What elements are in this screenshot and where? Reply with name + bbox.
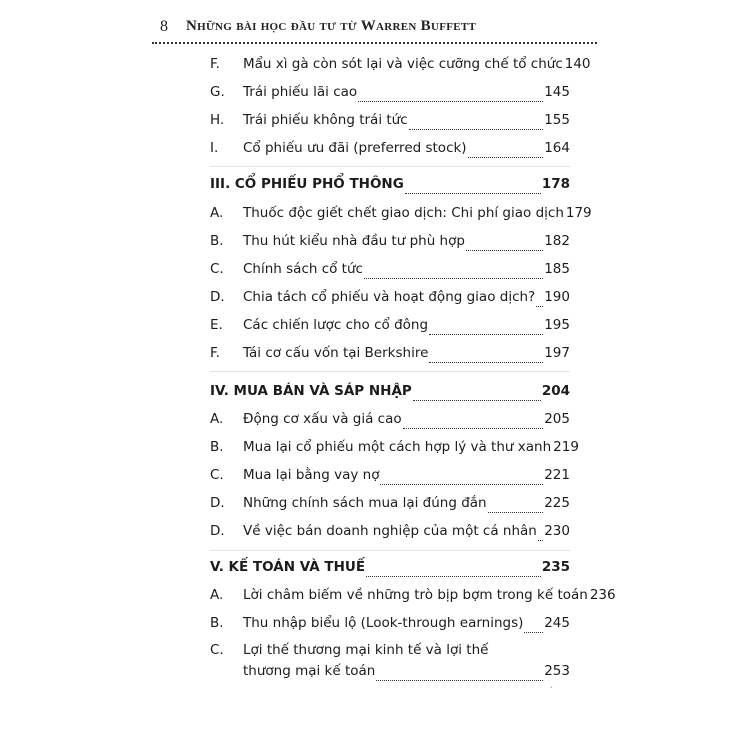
toc-entry-page: 185 [544, 261, 570, 277]
toc-entry [210, 140, 570, 162]
toc-entry-label: B. [210, 233, 224, 249]
toc-entry-title: Chính sách cổ tức [243, 261, 363, 277]
toc-section-title: V. KẾ TOÁN VÀ THUẾ [210, 559, 366, 575]
toc-leader-dots [366, 576, 541, 577]
toc-leader-dots [409, 129, 544, 130]
toc-leader-dots [380, 484, 543, 485]
toc-entry-title: thương mại kế toán [243, 663, 376, 679]
toc-leader-dots [524, 632, 543, 633]
toc-entry [210, 56, 591, 78]
toc-entry-page: 235 [541, 559, 570, 575]
toc-entry-page: 182 [544, 233, 570, 249]
toc-entry [210, 523, 570, 545]
toc-entry [210, 317, 570, 339]
toc-entry-page: 190 [544, 289, 570, 305]
toc-entry [210, 587, 616, 609]
toc-entry-label: E. [210, 317, 223, 333]
toc-entry-label: B. [210, 439, 224, 455]
toc-section-heading [210, 176, 570, 198]
header-book-title: Những bài học đầu tư từ Warren Buffett [186, 18, 477, 34]
toc-entry [210, 205, 592, 227]
toc-entry [210, 261, 570, 283]
toc-leader-dots [536, 306, 543, 307]
toc-entry-label: B. [210, 615, 224, 631]
toc-entry [210, 84, 570, 106]
toc-entry [210, 467, 570, 489]
toc-entry-title: Động cơ xấu và giá cao [243, 411, 402, 427]
toc-entry-page: 230 [544, 523, 570, 539]
toc-entry-title: Những chính sách mua lại đúng đắn [243, 495, 487, 511]
toc-entry-title: Các chiến lược cho cổ đông [243, 317, 429, 333]
header-page-number: 8 [160, 18, 168, 35]
toc-entry [210, 642, 570, 664]
toc-entry-title: Mua lại cổ phiếu một cách hợp lý và thư xanh [243, 439, 552, 455]
toc-entry-title: Về việc bán doanh nghiệp của một cá nhân [243, 523, 537, 539]
toc-entry-page: 145 [544, 84, 570, 100]
toc-entry-title: Cổ phiếu ưu đãi (preferred stock) [243, 140, 467, 156]
toc-leader-dots [376, 680, 543, 681]
toc-entry-continuation [243, 663, 570, 685]
toc-leader-dots [405, 193, 541, 194]
toc-section-title: IV. MUA BÁN VÀ SÁP NHẬP [210, 383, 412, 399]
header-dotted-rule [152, 42, 597, 44]
toc-section-heading [210, 559, 570, 581]
toc-entry-label: A. [210, 205, 224, 221]
section-divider [210, 550, 570, 551]
toc-entry-page: 225 [544, 495, 570, 511]
toc-entry-page: 155 [544, 112, 570, 128]
section-divider [210, 371, 570, 372]
toc-entry-label: A. [210, 411, 224, 427]
toc-entry [210, 615, 570, 637]
toc-entry-label: I. [210, 140, 219, 156]
toc-entry-page: 221 [544, 467, 570, 483]
toc-entry-title: Lời châm biếm về những trò bịp bợm trong kế toán [243, 587, 588, 603]
toc-leader-dots [429, 334, 543, 335]
toc-entry-page: 253 [544, 663, 570, 679]
toc-leader-dots [413, 400, 541, 401]
toc-entry-label: C. [210, 261, 224, 277]
toc-entry [210, 345, 570, 367]
running-header [152, 12, 597, 46]
toc-entry-label: D. [210, 495, 225, 511]
toc-entry [210, 439, 579, 461]
toc-entry-page: 195 [544, 317, 570, 333]
toc-entry-label: H. [210, 112, 225, 128]
toc-entry-label: F. [210, 345, 220, 361]
toc-entry-label: F. [210, 56, 220, 72]
toc-leader-dots [358, 101, 543, 102]
toc-entry-title: Thu hút kiểu nhà đầu tư phù hợp [243, 233, 465, 249]
toc-entry-page: 219 [553, 439, 579, 455]
toc-entry-title: Lợi thế thương mại kinh tế và lợi thế [243, 642, 489, 658]
toc-entry-page: 179 [565, 205, 592, 221]
toc-entry-title: Mua lại bằng vay nợ [243, 467, 380, 483]
toc-entry-title: Thuốc độc giết chết giao dịch: Chi phí giao dịch [243, 205, 564, 221]
toc-section-title: III. CỔ PHIẾU PHỔ THÔNG [210, 176, 404, 192]
toc-entry [210, 495, 570, 517]
toc-entry-title: Mẩu xì gà còn sót lại và việc cưỡng chế tổ chức [243, 56, 563, 72]
toc-entry-label: D. [210, 289, 225, 305]
toc-leader-dots [538, 540, 543, 541]
toc-entry-page: 245 [544, 615, 570, 631]
toc-section-heading [210, 383, 570, 405]
toc-leader-dots [403, 428, 544, 429]
toc-leader-dots [488, 512, 544, 513]
toc-entry [210, 289, 570, 311]
toc-entry [210, 233, 570, 255]
toc-entry-page: 164 [544, 140, 570, 156]
section-divider [210, 166, 570, 167]
toc-entry-label: C. [210, 642, 224, 658]
toc-entry-page: 204 [541, 383, 570, 399]
toc-entry-page: 178 [541, 176, 570, 192]
toc-entry-label: D. [210, 523, 225, 539]
toc-entry-page: 197 [544, 345, 570, 361]
toc-entry [210, 411, 570, 433]
toc-entry-page: 236 [589, 587, 616, 603]
toc-entry-label: G. [210, 84, 225, 100]
toc-leader-dots [468, 157, 544, 158]
toc-leader-dots [466, 250, 543, 251]
toc-entry-label: C. [210, 467, 224, 483]
toc-entry-title: Chia tách cổ phiếu và hoạt động giao dịch? [243, 289, 536, 305]
toc-entry-title: Trái phiếu lãi cao [243, 84, 358, 100]
toc-entry-page: 140 [564, 56, 591, 72]
toc-entry-title: Thu nhập biểu lộ (Look-through earnings) [243, 615, 524, 631]
print-mark: · [550, 683, 554, 694]
toc-entry [210, 112, 570, 134]
toc-leader-dots [429, 362, 543, 363]
toc-entry-title: Tái cơ cấu vốn tại Berkshire [243, 345, 429, 361]
toc-entry-title: Trái phiếu không trái tức [243, 112, 408, 128]
toc-leader-dots [364, 278, 543, 279]
toc-entry-page: 205 [544, 411, 570, 427]
toc-entry-label: A. [210, 587, 224, 603]
